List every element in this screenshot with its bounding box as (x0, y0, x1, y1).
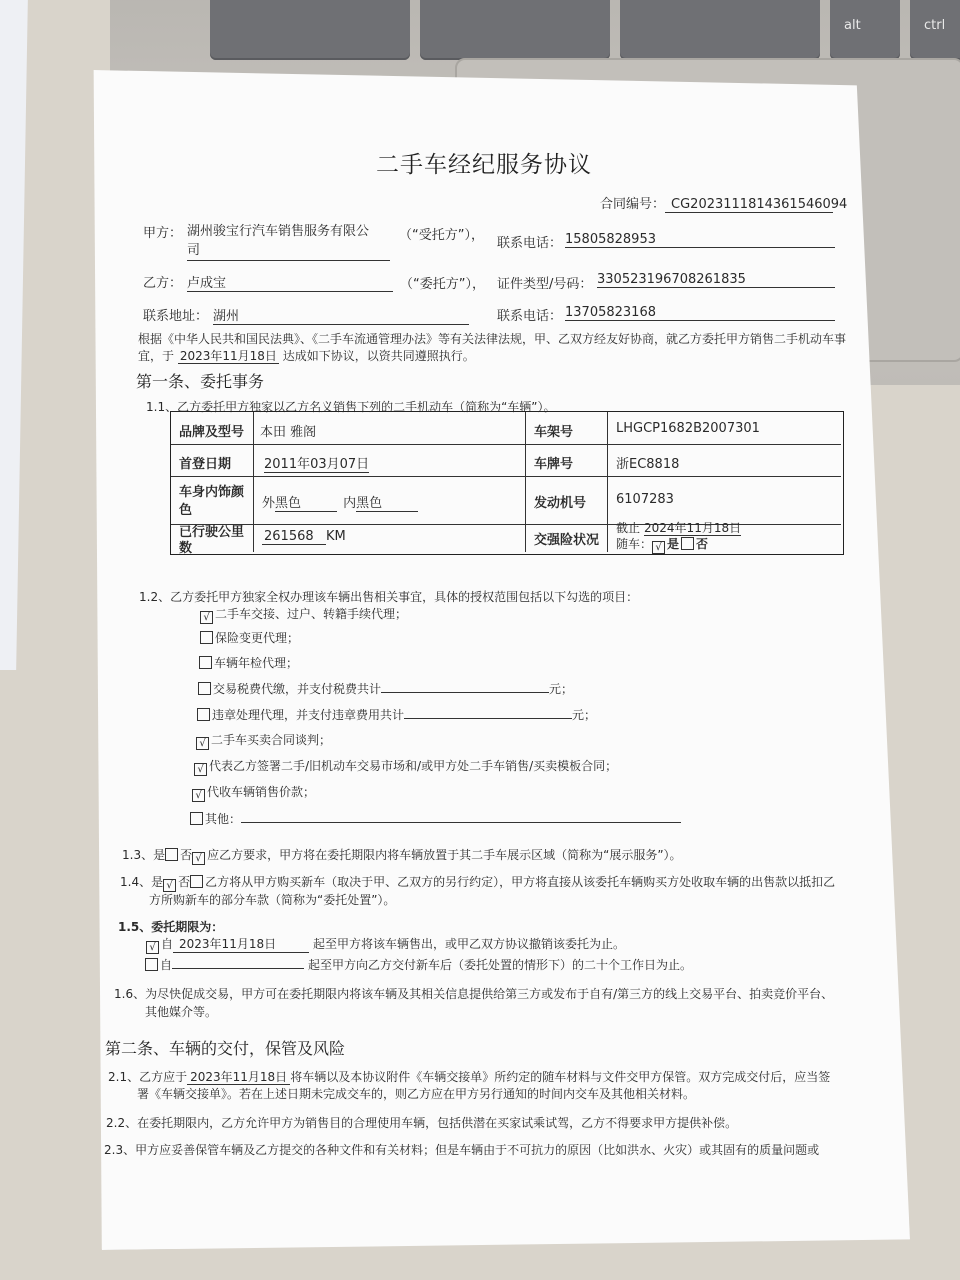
auth-item (199, 654, 298, 671)
mileage-unit: KM (326, 529, 346, 544)
term-option-2 (145, 955, 692, 973)
clause-1-3 (122, 846, 682, 865)
mileage-value (262, 529, 346, 545)
checked-checkbox-icon: √ (196, 737, 209, 750)
party-a-name-line1: 湖州骏宝行汽车销售服务有限公 (187, 224, 370, 239)
party-b-label: 乙方： (143, 276, 183, 291)
key-ctrl-label: ctrl (924, 18, 946, 33)
vehicle-table-cell (608, 477, 841, 525)
clause-2-2: 2.2、在委托期限内，乙方允许甲方为销售目的合理使用车辆，包括供潜在买家试乘试驾，乙方不得要求甲方提供补偿。 (106, 1116, 738, 1130)
term-option-2-post: 起至甲方向乙方交付新车后（委托处置的情形下）的二十个工作日为止。 (308, 958, 693, 972)
party-b-phone: 13705823168 (565, 305, 835, 321)
party-a-label: 甲方： (143, 226, 183, 241)
auth-item-text: 保险变更代理； (215, 631, 300, 645)
color-label: 车身内饰颜色 (179, 485, 245, 518)
clause-1-4-post: 乙方将从甲方购买新车（取决于甲、乙双方的另行约定），甲方将直接从该委托车辆购买方处收取车辆的出售款以抵扣乙 (205, 875, 836, 889)
auth-item (192, 783, 315, 802)
key-alt-label: alt (844, 18, 861, 33)
vin-label: 车架号 (534, 425, 574, 440)
delivery-date: 2023年11月18日 (187, 1070, 290, 1085)
term-option-2-pre: 自 (160, 958, 173, 972)
exterior-color: 黑色 (275, 492, 337, 512)
insurance-label: 交强险状况 (534, 533, 600, 548)
party-a-name-line2: 司 (187, 243, 201, 258)
insurance-yes: 是 (667, 537, 680, 551)
vin-value: LHGCP1682B2007301 (616, 421, 760, 436)
clause-1-4-mid: 否 (178, 875, 191, 889)
vehicle-table-cell (171, 412, 254, 445)
reg-date-value: 2011年03月07日 (264, 453, 369, 473)
vehicle-table-cell (254, 412, 526, 445)
clause-1-4 (120, 873, 835, 892)
clause-1-3-mid: 否 (180, 848, 193, 862)
clause-2-1-pre: 2.1、乙方应于 (108, 1070, 188, 1084)
vehicle-table-cell (254, 445, 526, 477)
preamble-line2-b: 达成如下协议，以资共同遵照执行。 (282, 349, 475, 363)
contract-number-value: CG2023111814361546094 (665, 197, 833, 213)
checked-checkbox-icon: √ (192, 789, 205, 802)
article-1-heading: 第一条、委托事务 (136, 372, 265, 391)
clause-1-3-pre: 1.3、是 (122, 848, 166, 862)
checkbox-icon (199, 656, 212, 669)
vehicle-table-cell (171, 445, 254, 477)
vehicle-table-cell (254, 525, 526, 552)
insurance-date: 2024年11月18日 (644, 521, 742, 535)
auth-item (200, 629, 299, 646)
term-start-date: 2023年11月18日 (173, 935, 309, 953)
vehicle-table-cell (254, 477, 526, 525)
preamble-line2-a: 宜，于 (138, 349, 175, 363)
clause-1-2: 1.2、乙方委托甲方独家全权办理该车辆出售相关事宜，具体的授权范围包括以下勾选的项目： (139, 590, 639, 604)
preamble-date: 2023年11月18日 (179, 349, 277, 363)
checked-checkbox-icon: √ (146, 941, 159, 954)
clause-1-1: 1.1、乙方委托甲方独家以乙方名义销售下列的二手机动车（简称为“车辆”）。 (146, 400, 556, 414)
vehicle-table-cell (526, 412, 608, 445)
checked-checkbox-icon: √ (194, 763, 207, 776)
auth-item (194, 757, 617, 776)
term-option-1-pre: 自 (161, 937, 174, 951)
vehicle-table-cell (171, 477, 254, 525)
auth-item (196, 731, 331, 750)
vehicle-table-cell (526, 445, 608, 477)
color-value (262, 492, 418, 512)
insurance-no: 否 (696, 537, 709, 551)
other-blank (241, 809, 681, 823)
checked-checkbox-icon: √ (192, 852, 205, 865)
reg-date-label: 首登日期 (179, 457, 232, 472)
auth-item (190, 809, 681, 827)
clause-1-6-line2: 其他媒介等。 (145, 1005, 218, 1019)
checked-checkbox-icon: √ (652, 541, 665, 554)
checkbox-icon (165, 848, 178, 861)
clause-1-6-line1: 1.6、为尽快促成交易，甲方可在委托期限内将该车辆及其相关信息提供给第三方或发布于自有/第三方的线上交易平台、拍卖竞价平台、 (114, 987, 834, 1001)
insurance-expiry (616, 519, 741, 536)
party-b-id: 330523196708261835 (597, 272, 835, 288)
checked-checkbox-icon: √ (200, 611, 213, 624)
tax-amount-blank (381, 679, 549, 693)
mileage-label: 已行驶公里数 (179, 525, 245, 556)
insurance-with-label: 随车： (616, 537, 653, 551)
party-a-phone: 15805828953 (565, 232, 835, 248)
violation-amount-blank (404, 705, 572, 719)
vehicle-table-cell (526, 525, 608, 552)
term-option-1 (146, 935, 625, 954)
interior-color: 黑色 (356, 492, 418, 512)
engine-value: 6107283 (616, 492, 674, 507)
auth-item-text: 车辆年检代理； (214, 656, 299, 670)
auth-item (198, 679, 573, 697)
preamble-line2 (138, 347, 475, 364)
contract-number (600, 193, 848, 213)
vehicle-table-cell (171, 525, 254, 556)
checkbox-icon (190, 875, 203, 888)
checkbox-icon (145, 958, 158, 971)
party-b-role: （“委托方”）， (400, 277, 485, 292)
article-2-heading: 第二条、车辆的交付，保管及风险 (105, 1039, 346, 1058)
auth-item (200, 605, 407, 624)
auth-item-text: 其他： (205, 812, 242, 826)
party-b-name: 卢成宝 (187, 272, 393, 292)
mileage-number: 261568 (262, 529, 326, 545)
auth-item-suffix: 元； (572, 708, 597, 722)
party-b-address: 湖州 (213, 305, 469, 325)
plate-value: 浙EC8818 (616, 457, 680, 472)
preamble-line1: 根据《中华人民共和国民法典》、《二手车流通管理办法》等有关法律法规，甲、乙双方经友好协商，就乙方委托甲方销售二手机动车事 (138, 332, 847, 346)
clause-1-4-pre: 1.4、是 (120, 875, 164, 889)
exterior-prefix: 外 (262, 496, 276, 511)
clause-2-1-post: 将车辆以及本协议附件《车辆交接单》所约定的随车材料与文件交甲方保管。双方完成交付后，应当签 (290, 1070, 831, 1084)
term-option-1-post: 起至甲方将该车辆售出，或甲乙双方协议撤销该委托为止。 (313, 937, 626, 951)
party-a-name (187, 222, 390, 261)
brand-value: 本田 雅阁 (260, 425, 317, 440)
party-b-phone-label: 联系电话： (497, 309, 563, 324)
vehicle-table-cell (608, 521, 841, 553)
engine-label: 发动机号 (534, 496, 587, 511)
plate-label: 车牌号 (534, 457, 574, 472)
checked-checkbox-icon: √ (163, 879, 176, 892)
clause-1-4-line2: 方所购新车的部分车款（简称为“委托处置”）。 (149, 893, 396, 907)
auth-item-text: 代收车辆销售价款； (207, 785, 316, 799)
auth-item-text: 二手车买卖合同谈判； (211, 733, 332, 747)
insurance-with-car (616, 535, 708, 554)
party-a-role: （“受托方”）， (399, 228, 484, 243)
vehicle-table-cell (526, 477, 608, 525)
term-option-2-blank (172, 955, 304, 969)
auth-item-text: 交易税费代缴，并支付税费共计 (213, 682, 382, 696)
clause-2-1 (108, 1068, 830, 1085)
interior-prefix: 内 (343, 496, 357, 511)
checkbox-icon (681, 537, 694, 550)
checkbox-icon (198, 682, 211, 695)
party-a-phone-label: 联系电话： (497, 236, 563, 251)
auth-item-text: 违章处理代理，并支付违章费用共计 (212, 708, 405, 722)
insurance-expiry-prefix: 截止 (616, 521, 641, 535)
vehicle-table (170, 411, 844, 555)
document-title: 二手车经纪服务协议 (376, 152, 592, 178)
auth-item (197, 705, 596, 723)
clause-1-5-heading: 1.5、委托期限为： (118, 920, 224, 934)
auth-item-suffix: 元； (549, 682, 574, 696)
auth-item-text: 二手车交接、过户、转籍手续代理； (215, 607, 408, 621)
checkbox-icon (197, 708, 210, 721)
checkbox-icon (190, 812, 203, 825)
brand-label: 品牌及型号 (179, 425, 245, 440)
contract-number-label: 合同编号： (600, 197, 666, 212)
vehicle-table-cell (608, 412, 841, 445)
vehicle-table-cell (608, 445, 841, 477)
checkbox-icon (200, 631, 213, 644)
clause-1-3-post: 应乙方要求，甲方将在委托期限内将车辆放置于其二手车展示区域（简称为“展示服务”）。 (207, 848, 682, 862)
party-b-address-label: 联系地址： (143, 309, 209, 324)
clause-2-3: 2.3、甲方应妥善保管车辆及乙方提交的各种文件和有关材料；但是车辆由于不可抗力的原因（比如洪水、火灾）或其固有的质量问题或 (104, 1143, 820, 1157)
party-b-id-label: 证件类型/号码： (497, 277, 593, 292)
clause-2-1-line2: 署《车辆交接单》。若在上述日期未完成交车的，则乙方应在甲方另行通知的时间内交车及其他相关材料。 (137, 1087, 696, 1101)
auth-item-text: 代表乙方签署二手/旧机动车交易市场和/或甲方处二手车销售/买卖模板合同； (209, 759, 618, 773)
